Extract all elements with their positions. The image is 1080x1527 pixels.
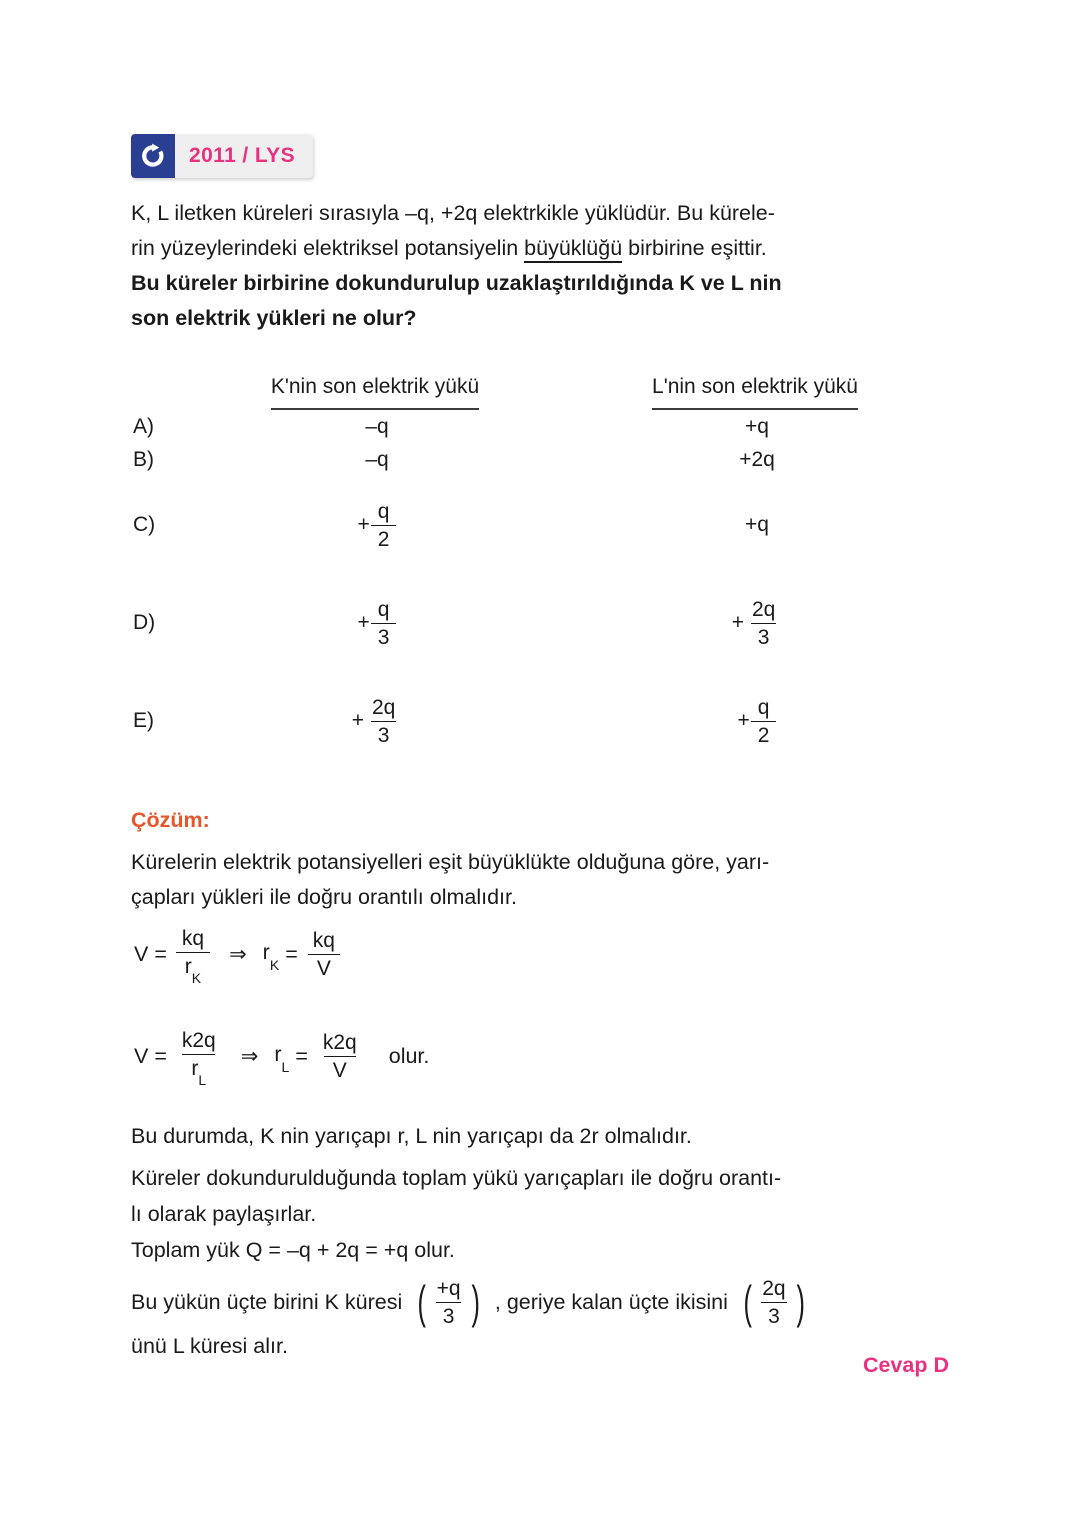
fraction-d-l-body <box>745 599 782 648</box>
fraction-d-k-sign: + <box>357 611 370 634</box>
option-d-value-k <box>187 599 567 648</box>
final-text-a: Bu yükün üçte birini K küresi <box>131 1290 403 1314</box>
fraction-d-k-body <box>371 599 397 648</box>
formula2-den1-subscript: L <box>198 1072 207 1089</box>
option-c-l-text: +q <box>745 513 769 536</box>
question-line-4: son elektrik yükleri ne olur? <box>131 306 417 330</box>
question-line-2-post: birbirine eşittir. <box>622 236 767 260</box>
fraction-e-l-sign: + <box>737 709 750 732</box>
final-fraction-2-numerator: 2q <box>762 1277 786 1300</box>
fraction-d-k <box>358 599 397 648</box>
formula-potential-k <box>131 927 347 987</box>
fraction-e-k-sign: + <box>351 709 364 732</box>
solution-paragraph-3 <box>131 1232 949 1268</box>
header-letter-spacer <box>131 374 185 410</box>
solution-intro <box>131 845 949 915</box>
options-table <box>131 374 949 770</box>
option-row-e[interactable] <box>131 672 949 770</box>
formula2-rhs-symbol <box>274 1042 290 1075</box>
option-d-value-l <box>567 599 947 648</box>
solution-final-paragraph <box>131 1275 949 1363</box>
option-a-value-l <box>567 415 947 439</box>
option-letter-e: E) <box>133 709 154 732</box>
badge-label: 2011 / LYS <box>189 144 295 167</box>
formula2-lhs: V = <box>134 1043 167 1068</box>
fraction-e-l-numerator: q <box>757 695 770 719</box>
final-paren-open-1: ( <box>417 1275 427 1328</box>
solution-total-charge-line: Toplam yük Q = –q + 2q = +q olur. <box>131 1238 455 1262</box>
question-line-3: Bu küreler birbirine dokundurulup uzaklaştırıldığında K ve L nin <box>131 271 782 295</box>
final-text-b: , geriye kalan üçte ikisini <box>494 1290 728 1314</box>
formula1-equals: = <box>285 941 298 966</box>
header-k-label: K'nin son elektrik yükü <box>271 374 479 410</box>
option-row-c[interactable] <box>131 476 949 574</box>
fraction-d-l-numerator: 2q <box>751 597 776 621</box>
header-l-label: L'nin son elektrik yükü <box>652 374 858 410</box>
formula2-implies-arrow: ⇒ <box>240 1044 259 1068</box>
option-c-value-k <box>187 501 567 550</box>
question-line-2 <box>131 231 949 266</box>
option-b-value-k <box>187 448 567 472</box>
formula1-fraction-2 <box>304 930 344 979</box>
fraction-d-k-numerator: q <box>377 597 390 621</box>
option-letter-d: D) <box>133 611 156 634</box>
solution-paragraph-1-line: Bu durumda, K nin yarıçapı r, L nin yarıçapı da 2r olmalıdır. <box>131 1124 692 1148</box>
formula1-implies-arrow: ⇒ <box>229 942 247 966</box>
final-fraction-2-denominator: 3 <box>761 1302 787 1327</box>
formula1-rhs-symbol <box>262 940 280 973</box>
fraction-d-k-denominator: 3 <box>371 623 397 648</box>
formula2-rhs-subscript: L <box>281 1058 290 1075</box>
formula1-fraction-1 <box>173 927 213 987</box>
formula-potential-l <box>131 1029 430 1089</box>
formula2-numerator-1: k2q <box>181 1029 216 1052</box>
fraction-e-l-body <box>751 697 777 746</box>
solution-heading: Çözüm: <box>131 808 210 832</box>
formula2-denominator-1 <box>182 1054 215 1089</box>
fraction-d-l-sign: + <box>731 611 744 634</box>
option-b-k-text: –q <box>365 447 389 471</box>
final-paren-open-2: ( <box>743 1275 752 1328</box>
option-c-value-l <box>567 513 947 537</box>
solution-final-line-2: ünü L küresi alır. <box>131 1334 288 1358</box>
fraction-d-l-denominator: 3 <box>751 623 777 648</box>
source-badge <box>131 134 313 178</box>
header-col-k <box>185 374 565 410</box>
solution-intro-line-1: Kürelerin elektrik potansiyelleri eşit büyüklükte olduğuna göre, yarı- <box>131 850 770 874</box>
final-fraction-1-body <box>430 1278 468 1327</box>
final-paren-close-2: ) <box>796 1275 805 1328</box>
formula1-rhs-base: r <box>262 940 270 965</box>
option-a-l-text: +q <box>745 414 769 438</box>
fraction-d-l <box>732 599 783 648</box>
fraction-c-k-denominator: 2 <box>371 525 397 550</box>
answer-label: Cevap D <box>862 1353 949 1377</box>
final-fraction-1 <box>414 1275 483 1328</box>
final-fraction-1-denominator: 3 <box>436 1302 462 1327</box>
question-line-2-pre: rin yüzeylerindeki elektriksel potansiyelin <box>131 236 525 260</box>
fraction-e-l <box>738 697 777 746</box>
formula2-numerator-2: k2q <box>322 1030 357 1054</box>
option-b-value-l <box>567 448 947 472</box>
header-col-l <box>565 374 945 410</box>
formula1-numerator-2: kq <box>312 928 335 952</box>
option-row-a[interactable] <box>131 410 949 443</box>
option-a-k-text: –q <box>365 414 389 438</box>
option-letter-a: A) <box>133 414 154 438</box>
solution-paragraph-2-line-1: Küreler dokundurulduğunda toplam yükü yarıçapları ile doğru orantı- <box>131 1166 782 1190</box>
fraction-e-k-numerator: 2q <box>371 695 396 719</box>
option-e-value-k <box>187 697 567 746</box>
formula1-den1-base: r <box>184 955 192 978</box>
question-emphasis-buyuklugu: büyüklüğü <box>524 236 622 263</box>
fraction-c-k-numerator: q <box>377 499 390 523</box>
fraction-c-k-sign: + <box>357 513 370 536</box>
question-line-1: K, L iletken küreleri sırasıyla –q, +2q elektrkikle yüklüdür. Bu kürele- <box>131 201 775 225</box>
refresh-circle-icon <box>131 134 175 178</box>
fraction-e-k-denominator: 3 <box>371 721 397 746</box>
final-fraction-2 <box>740 1275 808 1328</box>
fraction-c-k <box>358 501 397 550</box>
solution-paragraph-2 <box>131 1160 949 1232</box>
fraction-e-k <box>352 697 403 746</box>
option-a-value-k <box>187 415 567 439</box>
solution-paragraph-1 <box>131 1118 949 1154</box>
formula1-lhs: V = <box>134 941 167 966</box>
fraction-c-k-body <box>371 501 397 550</box>
formula2-rhs-base: r <box>274 1042 282 1067</box>
formula2-fraction-1 <box>173 1029 225 1089</box>
formula2-fraction-2 <box>314 1032 366 1081</box>
option-letter-c: C) <box>133 513 156 536</box>
option-row-d[interactable] <box>131 574 949 672</box>
fraction-e-l-denominator: 2 <box>751 721 777 746</box>
option-e-value-l <box>567 697 947 746</box>
final-paren-close-1: ) <box>471 1275 480 1328</box>
option-letter-b: B) <box>133 447 154 471</box>
question-block <box>131 196 949 336</box>
formula1-denominator-1 <box>176 952 210 987</box>
final-fraction-2-body <box>755 1278 792 1327</box>
formula2-equals: = <box>295 1043 308 1068</box>
option-row-b[interactable] <box>131 443 949 476</box>
solution-paragraph-2-line-2: lı olarak paylaşırlar. <box>131 1202 317 1226</box>
options-header-row <box>131 374 949 410</box>
formula2-den1-base: r <box>191 1057 199 1080</box>
formula1-denominator-2: V <box>308 954 340 979</box>
formula2-trailing-text: olur. <box>388 1043 430 1068</box>
formula1-rhs-subscript: K <box>269 956 280 973</box>
final-fraction-1-numerator: +q <box>436 1277 461 1300</box>
fraction-e-k-body <box>365 697 402 746</box>
formula1-den1-subscript: K <box>191 970 202 987</box>
option-b-l-text: +2q <box>739 447 775 471</box>
solution-final-line-1 <box>131 1275 949 1328</box>
formula1-numerator-1: kq <box>181 927 205 950</box>
formula2-denominator-2: V <box>324 1056 356 1081</box>
solution-intro-line-2: çapları yükleri ile doğru orantılı olmalıdır. <box>131 885 517 909</box>
